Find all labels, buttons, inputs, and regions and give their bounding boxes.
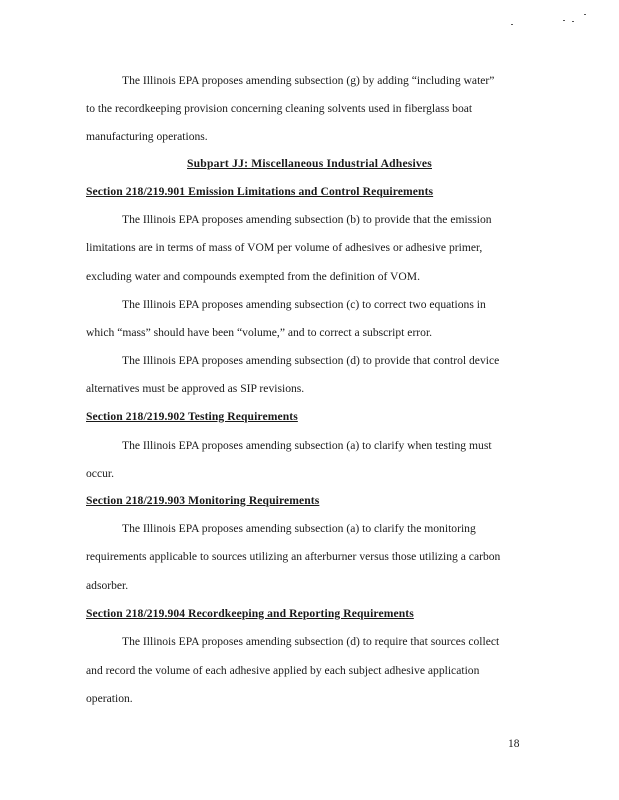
section-heading-902: Section 218/219.902 Testing Requirements (86, 410, 298, 423)
paragraph-line: operation. (86, 692, 133, 705)
paragraph-line: requirements applicable to sources utilizing an afterburner versus those utilizing a carbon (86, 550, 501, 563)
paragraph-line: adsorber. (86, 579, 129, 592)
paragraph-line: occur. (86, 467, 115, 480)
subpart-title: Subpart JJ: Miscellaneous Industrial Adhesives (187, 157, 432, 170)
section-heading-901: Section 218/219.901 Emission Limitations and Control Requirements (86, 185, 434, 198)
paragraph-line: The Illinois EPA proposes amending subsection (c) to correct two equations in (122, 298, 486, 311)
paragraph-line: manufacturing operations. (86, 130, 208, 143)
section-heading-903: Section 218/219.903 Monitoring Requirements (86, 494, 320, 507)
paragraph-line: alternatives must be approved as SIP revisions. (86, 382, 305, 395)
paragraph-line: The Illinois EPA proposes amending subsection (a) to clarify the monitoring (122, 522, 476, 535)
paragraph-line: limitations are in terms of mass of VOM per volume of adhesives or adhesive primer, (86, 241, 483, 254)
paragraph-line: The Illinois EPA proposes amending subsection (a) to clarify when testing must (122, 439, 492, 452)
paragraph-line: and record the volume of each adhesive applied by each subject adhesive application (86, 664, 480, 677)
paragraph-line: The Illinois EPA proposes amending subsection (b) to provide that the emission (122, 213, 492, 226)
paragraph-line: which “mass” should have been “volume,” and to correct a subscript error. (86, 326, 433, 339)
scan-speck (584, 14, 586, 15)
section-heading-904: Section 218/219.904 Recordkeeping and Reporting Requirements (86, 607, 414, 620)
paragraph-line: The Illinois EPA proposes amending subsection (d) to provide that control device (122, 354, 500, 367)
paragraph-line: excluding water and compounds exempted from the definition of VOM. (86, 270, 420, 283)
page-number: 18 (508, 738, 520, 750)
paragraph-line: to the recordkeeping provision concerning cleaning solvents used in fiberglass boat (86, 102, 473, 115)
scan-speck (511, 24, 513, 25)
paragraph-line: The Illinois EPA proposes amending subsection (d) to require that sources collect (122, 635, 500, 648)
paragraph-line: The Illinois EPA proposes amending subsection (g) by adding “including water” (122, 74, 495, 87)
scan-speck (563, 20, 565, 21)
scan-speck (572, 21, 574, 22)
